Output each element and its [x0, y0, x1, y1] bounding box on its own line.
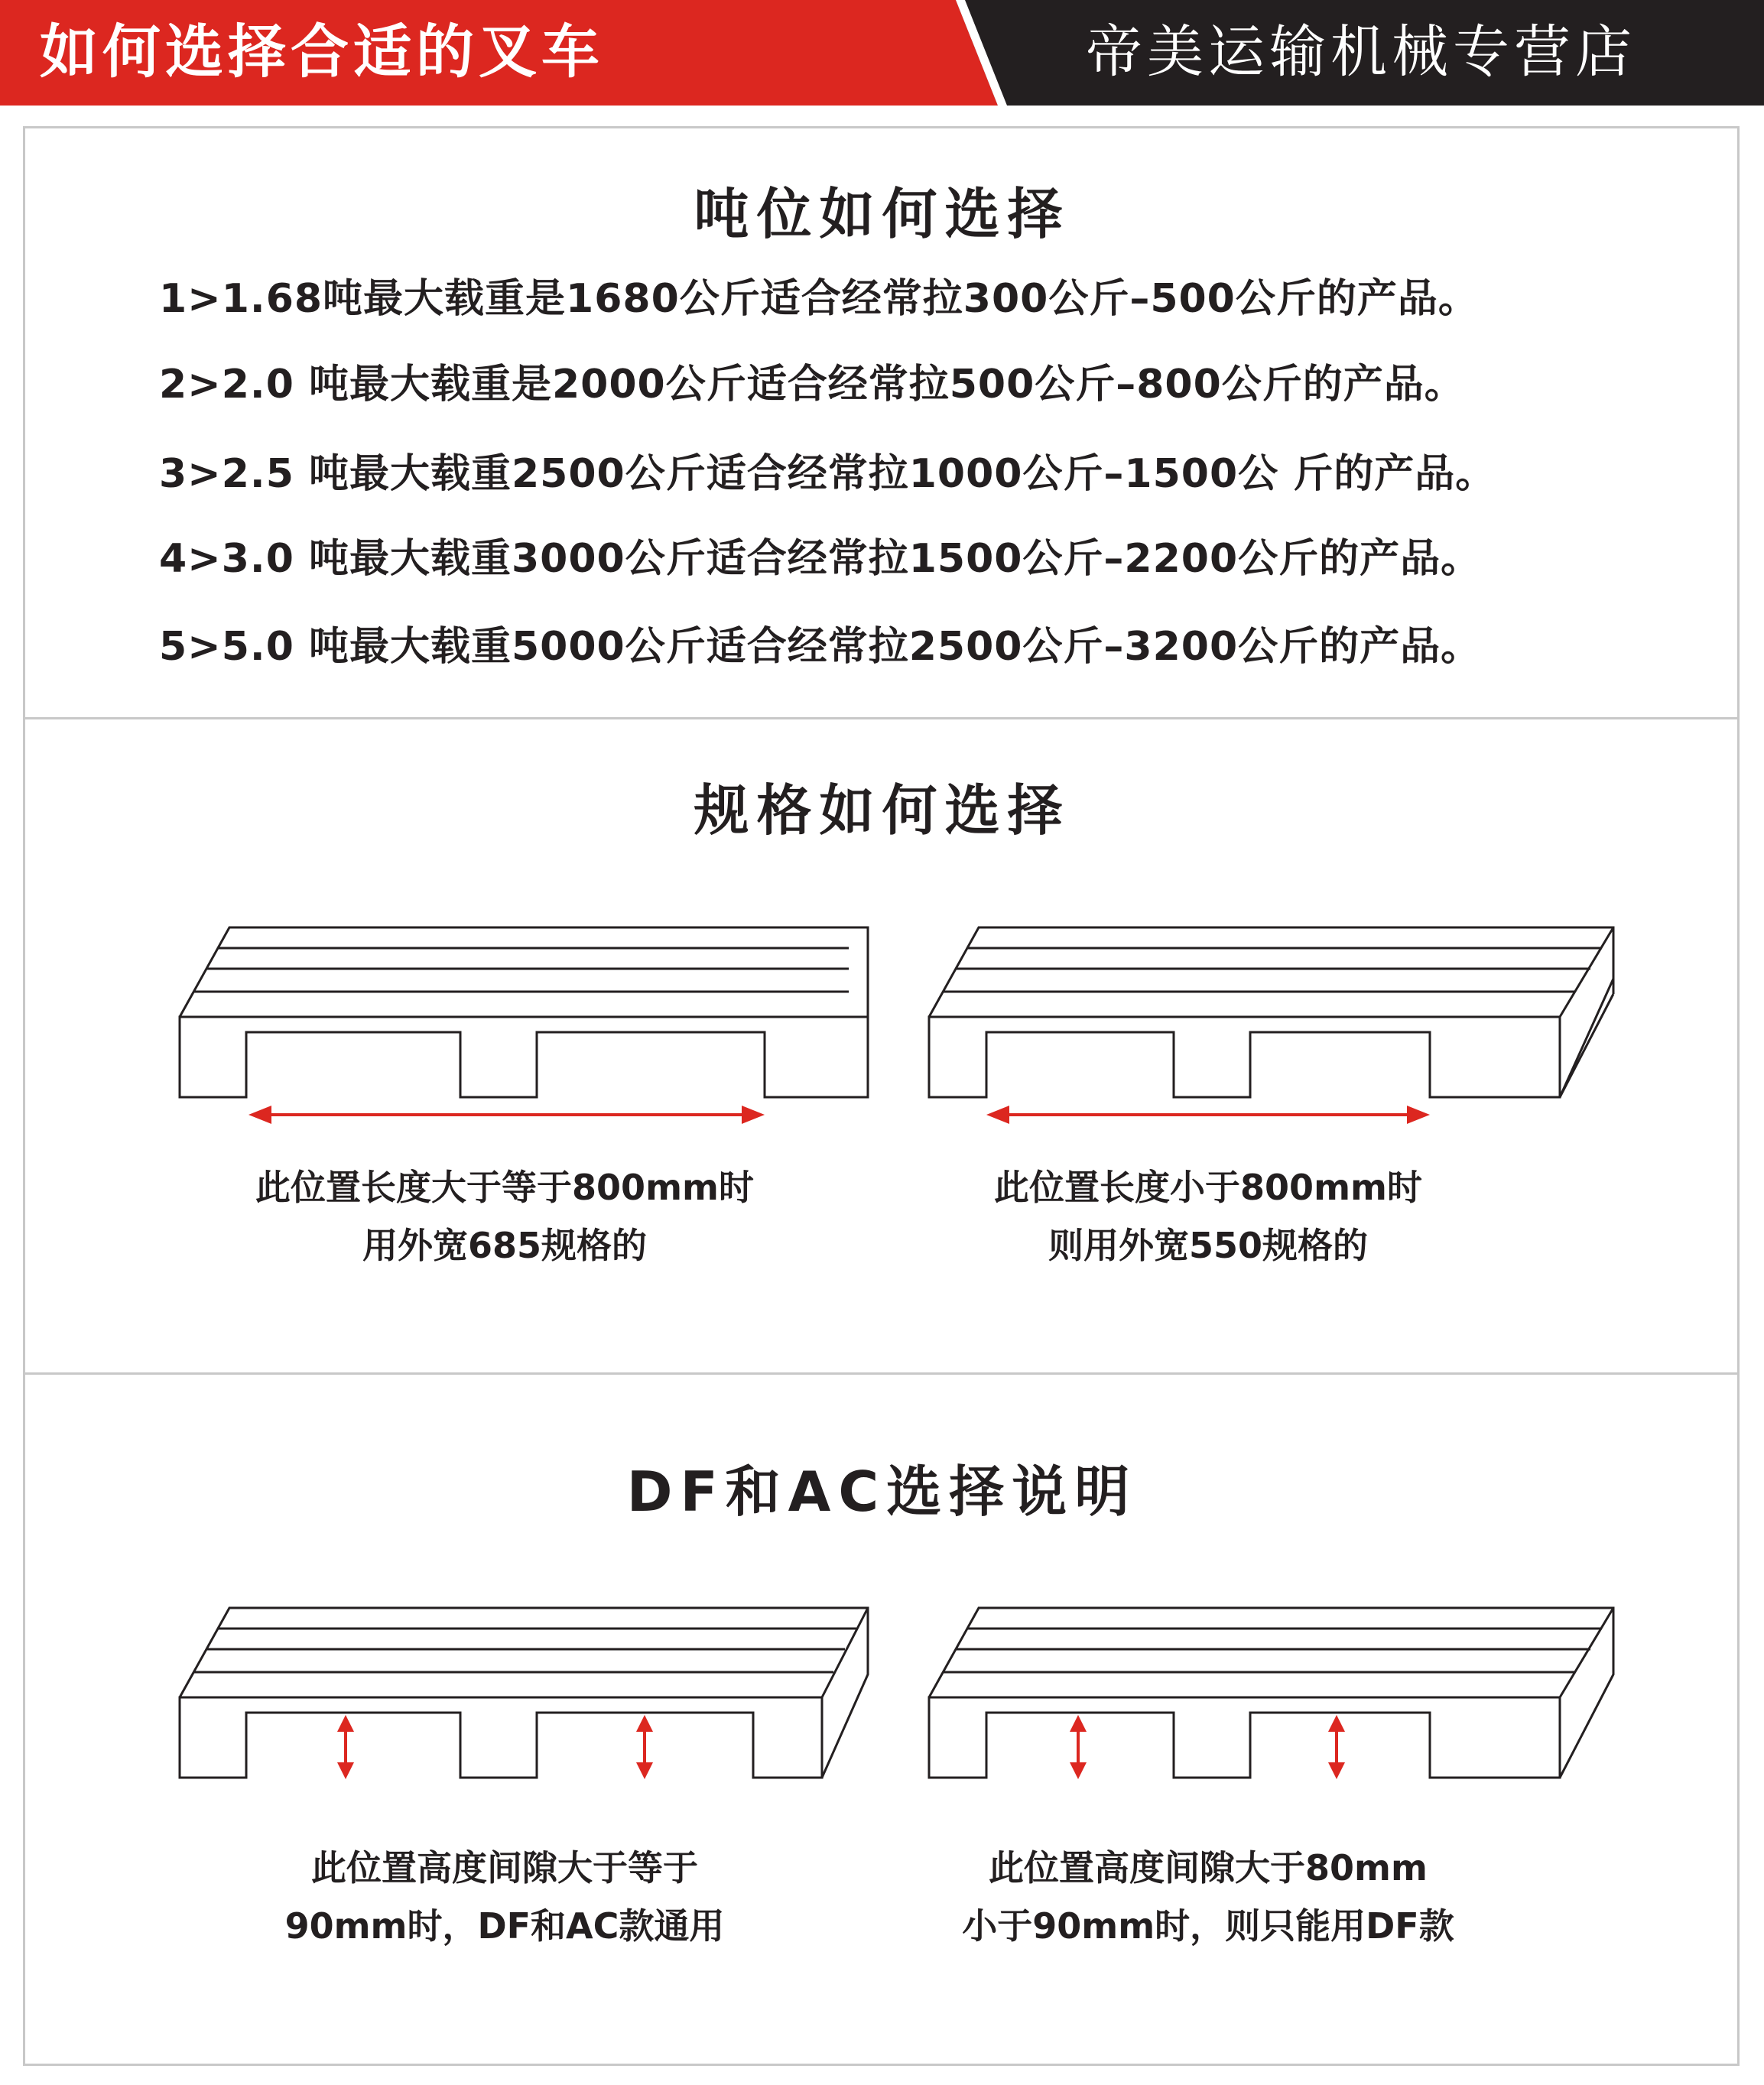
height-arrow: [1328, 1715, 1345, 1779]
tonnage-line-4: 4>3.0 吨最大载重3000公斤适合经常拉1500公斤–2200公斤的产品。: [159, 536, 1482, 582]
spec-left-caption: [199, 1158, 811, 1275]
shop-name: 帝美运输机械专营店: [1086, 19, 1636, 85]
header-banner: [0, 0, 1764, 106]
pallet-diagram-narrow: [925, 921, 1629, 1143]
caption-line: 则用外宽550规格的: [1048, 1225, 1369, 1266]
tonnage-section-title: 吨位如何选择: [694, 182, 1070, 246]
section-divider: [23, 717, 1740, 719]
tonnage-line-2: 2>2.0 吨最大载重是2000公斤适合经常拉500公斤–800公斤的产品。: [159, 362, 1465, 408]
spec-section-title: 规格如何选择: [694, 778, 1070, 843]
caption-line: 90mm时，DF和AC款通用: [284, 1905, 725, 1947]
height-arrow: [636, 1715, 653, 1779]
pallet-diagram-height-both: [176, 1602, 879, 1801]
width-arrow: [249, 1106, 765, 1124]
caption-line: 用外宽685规格的: [362, 1225, 648, 1266]
tonnage-line-5: 5>5.0 吨最大载重5000公斤适合经常拉2500公斤–3200公斤的产品。: [159, 624, 1482, 670]
spec-right-caption: [902, 1158, 1514, 1275]
caption-line: 此位置长度大于等于800mm时: [255, 1167, 754, 1208]
caption-line: 此位置高度间隙大于等于: [311, 1847, 698, 1889]
tonnage-line-3: 3>2.5 吨最大载重2500公斤适合经常拉1000公斤–1500公 斤的产品。: [159, 451, 1496, 497]
dfac-section-title: DF和AC选择说明: [626, 1460, 1138, 1524]
pallet-diagram-height-df: [925, 1602, 1629, 1801]
pallet-diagram-wide: [176, 921, 879, 1143]
height-arrow: [1070, 1715, 1087, 1779]
caption-line: 小于90mm时，则只能用DF款: [962, 1905, 1454, 1947]
tonnage-line-1: 1>1.68吨最大载重是1680公斤适合经常拉300公斤–500公斤的产品。: [159, 276, 1479, 322]
header-left-title: 如何选择合适的叉车: [40, 18, 604, 86]
dfac-right-caption: [902, 1839, 1514, 1955]
width-arrow: [986, 1106, 1430, 1124]
dfac-left-caption: [199, 1839, 811, 1955]
caption-line: 此位置高度间隙大于80mm: [989, 1847, 1428, 1889]
caption-line: 此位置长度小于800mm时: [994, 1167, 1422, 1208]
section-divider: [23, 1372, 1740, 1375]
height-arrow: [337, 1715, 354, 1779]
